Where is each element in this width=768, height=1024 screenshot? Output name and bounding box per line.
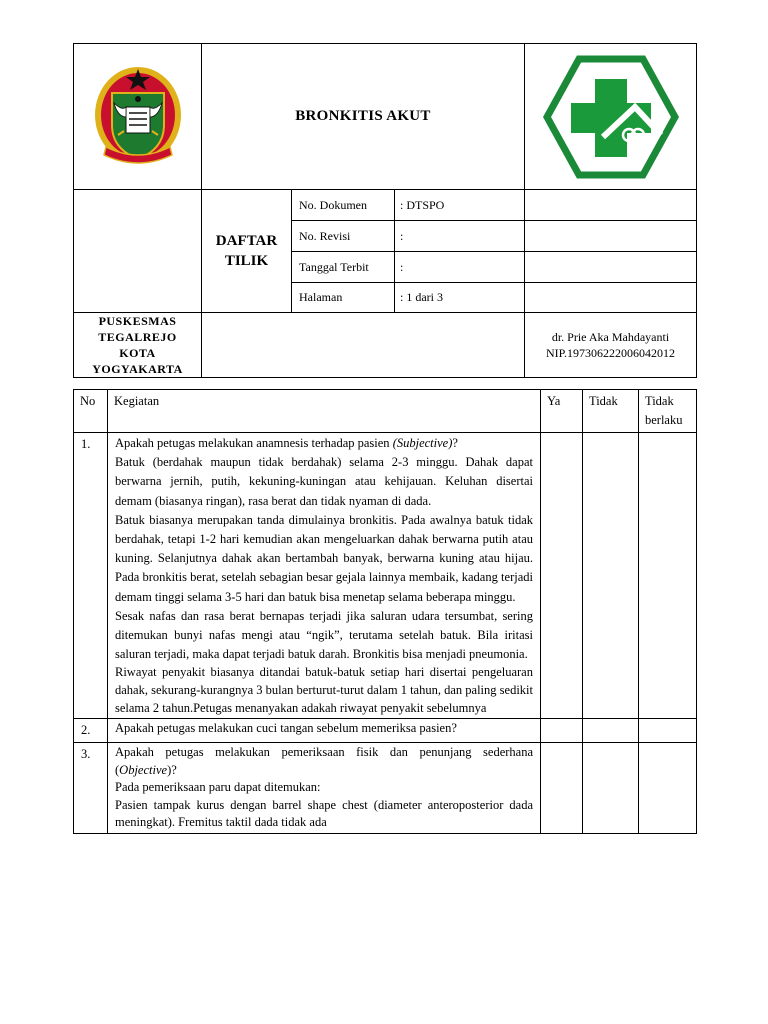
meta-extra-cell [525,252,697,283]
signatory [525,313,697,378]
checklist-table [73,389,697,834]
activity-question [115,720,533,738]
meta-value-document-number: : DTSPO [395,190,525,221]
row-number: 1. [74,433,108,719]
meta-label-page: Halaman [292,283,395,313]
institution-line-1: PUSKESMAS [98,314,177,328]
checkbox-tidak-berlaku[interactable] [639,433,697,719]
column-header-tidak-berlaku-line-1: Tidak [645,394,674,408]
activity-paragraph: Pada pemeriksaan paru dapat ditemukan: [115,780,321,795]
right-logo-cell [525,44,697,190]
signatory-nip: NIP.197306222006042012 [545,346,675,360]
table-row [74,743,697,834]
checkbox-ya[interactable] [541,719,583,743]
meta-extra-cell [525,283,697,313]
institution-line-3: KOTA [119,346,156,360]
document-type-line-2: TILIK [224,253,269,269]
activity-paragraph: Pasien tampak kurus dengan barrel shape chest (diameter anteroposterior dada meningkat). Fremitus taktil dada tidak ada [115,797,533,830]
meta-label-document-number: No. Dokumen [292,190,395,221]
yogyakarta-city-crest-icon [92,63,184,171]
question-suffix: ? [452,436,458,450]
question-text: Apakah petugas melakukan cuci tangan sebelum memeriksa pasien? [115,721,457,736]
activity-question [115,434,533,453]
column-header-kegiatan: Kegiatan [108,390,541,433]
column-header-ya: Ya [541,390,583,433]
activity-paragraph: Sesak nafas dan rasa berat bernapas terjadi jika saluran udara tersumbat, sering ditemukan bunyi nafas mengi atau “ngik”, terutama setelah batuk. Bila iritasi saluran terjadi, maka dapat terjadi batuk darah. Bronkitis bisa menjadi pneumonia. [115,608,533,662]
activity-paragraph: Riwayat penyakit biasanya ditandai batuk-batuk setiap hari disertai pengeluaran dahak, sekurang-kurangnya 3 bulan berturut-turut dalam 1 tahun, dan paling sedikit selama 2 tahun.Petugas menanyakan adakah riwayat penyakit sebelumnya [115,665,533,715]
meta-value-issue-date: : [395,252,525,283]
activity-paragraph: Batuk biasanya merupakan tanda dimulainya bronkitis. Pada awalnya batuk tidak berdahak, tetapi 1-2 hari kemudian akan mengeluarkan dahak berwarna putih atau kuning. Selanjutnya dahak akan bertambah banyak, berwarna kuning atau hijau. Pada bronkitis berat, setelah sebagian besar gejala lainnya membaik, kadang terjadi demam tinggi selama 3-5 hari dan batuk bisa menetap selama beberapa minggu. [115,512,533,604]
meta-label-revision: No. Revisi [292,221,395,252]
question-text: Apakah petugas melakukan anamnesis terhadap pasien [115,436,393,450]
document-type-line-1: DAFTAR [215,233,278,249]
institution-line-2: TEGALREJO [98,330,177,344]
meta-extra-cell [525,221,697,252]
meta-label-issue-date: Tanggal Terbit [292,252,395,283]
column-header-tidak-berlaku-line-2: berlaku [645,413,683,427]
document-title: BRONKITIS AKUT [202,44,525,190]
meta-value-revision: : [395,221,525,252]
activity-cell [108,433,541,719]
document-type [202,190,292,313]
activity-paragraph: Batuk (berdahak maupun tidak berdahak) selama 2-3 minggu. Dahak dapat berwarna jernih, putih, kekuning-kuningan atau kehijauan. Keluhan disertai demam (biasanya ringan), rasa berat dan tidak nyaman di dada. [115,455,533,508]
institution-name [74,313,202,378]
activity-question [115,744,533,779]
checkbox-tidak[interactable] [583,433,639,719]
activity-cell [108,719,541,743]
row-number: 2. [74,719,108,743]
question-emphasis: (Subjective) [392,436,453,450]
meta-value-page: : 1 dari 3 [395,283,525,313]
institution-line-4: YOGYAKARTA [92,362,183,376]
document-header [73,43,697,378]
question-text: Apakah petugas melakukan pemeriksaan fisik dan penunjang sederhana ( [115,745,533,777]
blank-cell [74,190,202,313]
question-emphasis: Objective [119,762,168,777]
signatory-name: dr. Prie Aka Mahdayanti [551,330,670,344]
checkbox-tidak-berlaku[interactable] [639,719,697,743]
blank-cell [202,313,525,378]
checkbox-ya[interactable] [541,743,583,834]
activity-cell [108,743,541,834]
meta-extra-cell [525,190,697,221]
checkbox-ya[interactable] [541,433,583,719]
column-header-tidak: Tidak [583,390,639,433]
checkbox-tidak-berlaku[interactable] [639,743,697,834]
checkbox-tidak[interactable] [583,743,639,834]
column-header-no: No [74,390,108,433]
row-number: 3. [74,743,108,834]
table-row [74,719,697,743]
left-logo-cell [74,44,202,190]
question-suffix: )? [167,762,177,777]
table-row [74,433,697,719]
checkbox-tidak[interactable] [583,719,639,743]
column-header-tidak-berlaku [639,390,697,433]
puskesmas-green-cross-icon [543,55,679,179]
